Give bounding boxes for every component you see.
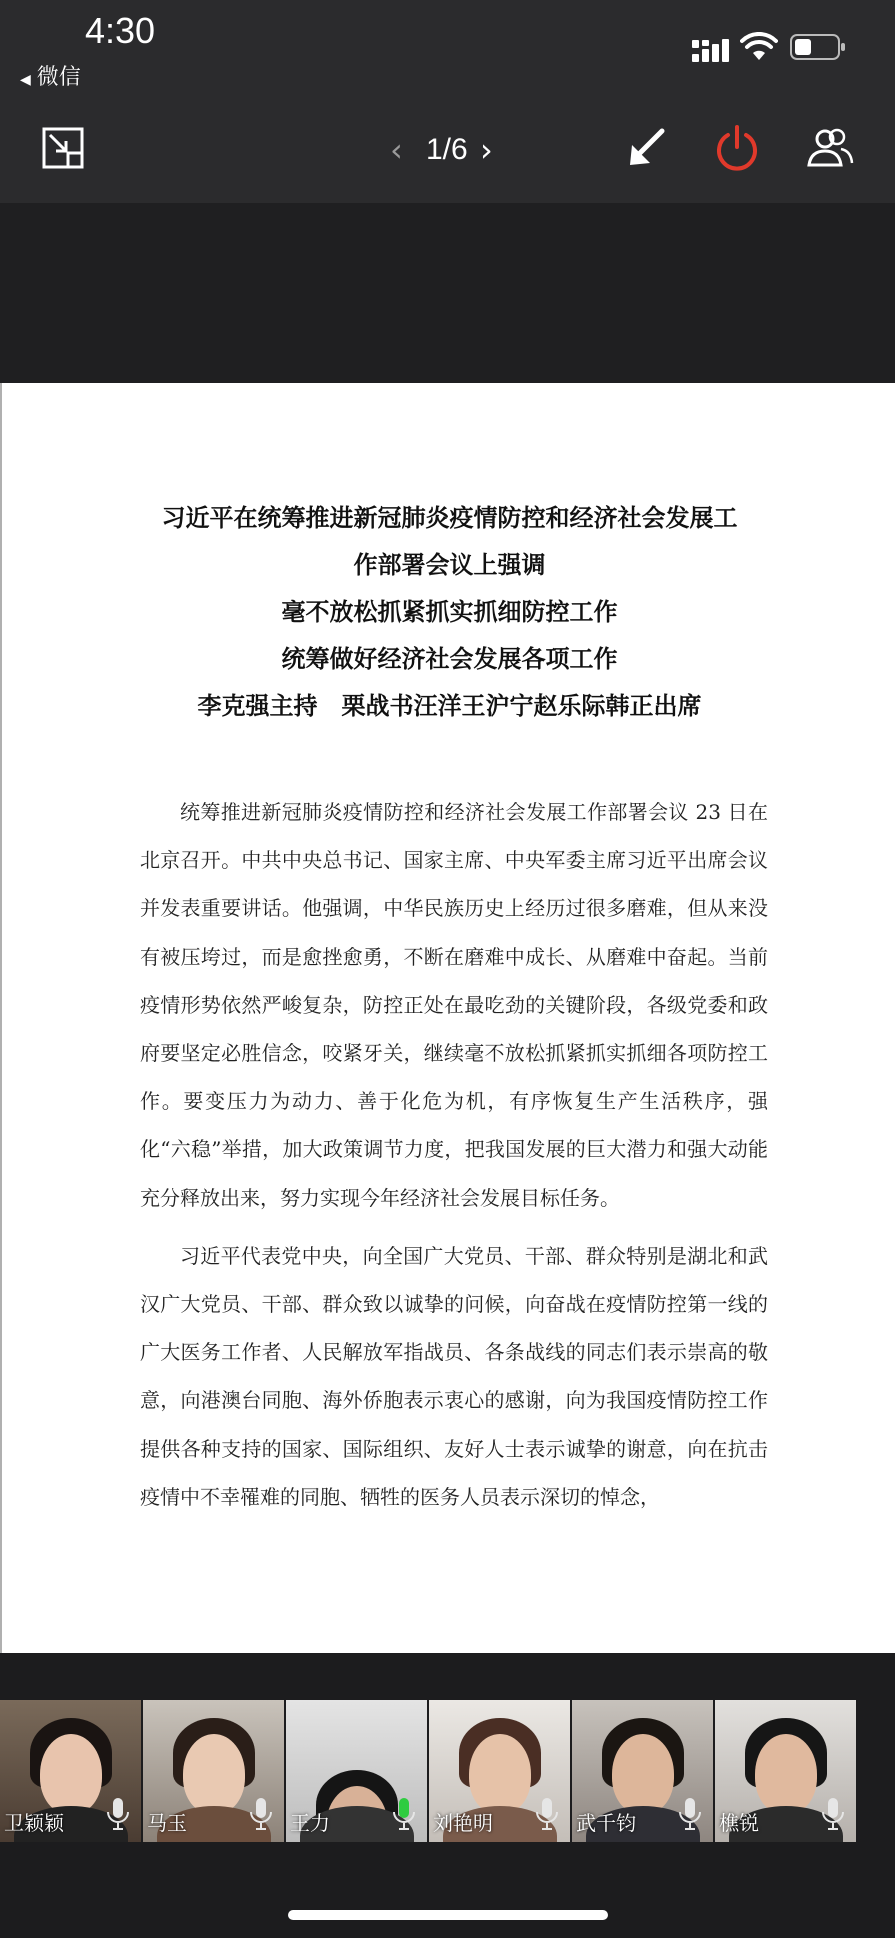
participant-face <box>755 1734 817 1814</box>
participant-video-tile[interactable] <box>429 1700 570 1842</box>
page-pager <box>390 125 510 175</box>
back-arrow-icon: ◀ <box>20 72 31 88</box>
document-title-line: 统筹做好经济社会发展各项工作 <box>281 645 618 673</box>
prev-page-button[interactable]: ‹ <box>390 131 403 169</box>
participant-face <box>183 1734 245 1814</box>
mic-muted-icon[interactable] <box>105 1796 131 1832</box>
status-time: 4:30 <box>85 10 156 51</box>
exit-fullscreen-icon[interactable] <box>38 123 88 173</box>
mic-muted-icon[interactable] <box>820 1796 846 1832</box>
participant-video-tile[interactable] <box>286 1700 427 1842</box>
annotate-arrow-icon[interactable] <box>622 123 672 173</box>
participant-face <box>469 1734 531 1814</box>
wifi-icon <box>740 32 778 62</box>
mic-muted-icon[interactable] <box>248 1796 274 1832</box>
document-body <box>140 788 768 1531</box>
mic-muted-icon[interactable] <box>534 1796 560 1832</box>
document-title-line: 李克强主持 栗战书汪洋王沪宁赵乐际韩正出席 <box>197 692 702 720</box>
document-paragraph: 习近平代表党中央，向全国广大党员、干部、群众特别是湖北和武汉广大党员、干部、群众致以诚挚的问候，向奋战在疫情防控第一线的广大医务工作者、人民解放军指战员、各条战线的同志们表示崇高的敬意，向港澳台同胞、海外侨胞表示衷心的感谢，向为我国疫情防控工作提供各种支持的国家、国际组织、友好人士表示诚挚的谢意，向在抗击疫情中不幸罹难的同胞、牺牲的医务人员表示深切的悼念， <box>140 1243 768 1509</box>
document-title-block <box>2 495 895 730</box>
document-title-line: 毫不放松抓紧抓实抓细防控工作 <box>281 598 618 626</box>
home-indicator[interactable] <box>288 1910 608 1920</box>
meeting-toolbar <box>0 95 895 203</box>
document-top-margin <box>0 203 895 383</box>
cellular-signal-icon <box>692 38 732 64</box>
battery-icon <box>790 33 846 61</box>
participant-video-strip <box>0 1700 895 1842</box>
shared-document-page[interactable] <box>0 383 895 1653</box>
participant-name: 卫颖颖 <box>4 1811 64 1835</box>
participant-face <box>40 1734 102 1814</box>
mic-muted-icon[interactable] <box>677 1796 703 1832</box>
power-icon[interactable] <box>712 123 762 173</box>
participant-video-tile[interactable] <box>0 1700 141 1842</box>
back-app-label: 微信 <box>36 65 81 90</box>
participants-icon[interactable] <box>805 123 855 173</box>
participant-video-tile[interactable] <box>715 1700 856 1842</box>
participant-video-tile[interactable] <box>572 1700 713 1842</box>
participant-face <box>612 1734 674 1814</box>
document-title-line: 作部署会议上强调 <box>353 551 546 579</box>
participant-name: 武千钧 <box>576 1811 636 1835</box>
page-indicator: 1/6 <box>426 133 468 166</box>
participant-name: 樵锐 <box>719 1811 759 1835</box>
document-title-line: 习近平在统筹推进新冠肺炎疫情防控和经济社会发展工 <box>161 504 738 532</box>
participant-name: 王力 <box>290 1811 330 1835</box>
participant-video-tile[interactable] <box>143 1700 284 1842</box>
participant-name: 马玉 <box>147 1811 187 1835</box>
status-bar <box>0 0 895 95</box>
back-to-app-link[interactable] <box>20 60 81 91</box>
next-page-button[interactable]: › <box>480 131 493 169</box>
participant-name: 刘艳明 <box>433 1811 493 1835</box>
mic-active-icon[interactable] <box>391 1796 417 1832</box>
document-paragraph: 统筹推进新冠肺炎疫情防控和经济社会发展工作部署会议 23 日在北京召开。中共中央总书记、国家主席、中央军委主席习近平出席会议并发表重要讲话。他强调，中华民族历史上经历过很多磨难，但从来没有被压垮过，而是愈挫愈勇，不断在磨难中成长、从磨难中奋起。当前疫情形势依然严峻复杂，防控正处在最吃劲的关键阶段，各级党委和政府要坚定必胜信念，咬紧牙关，继续毫不放松抓紧抓实抓细各项防控工作。要变压力为动力、善于化危为机，有序恢复生产生活秩序，强化“六稳”举措，加大政策调节力度，把我国发展的巨大潜力和强大动能充分释放出来，努力实现今年经济社会发展目标任务。 <box>140 800 768 1210</box>
